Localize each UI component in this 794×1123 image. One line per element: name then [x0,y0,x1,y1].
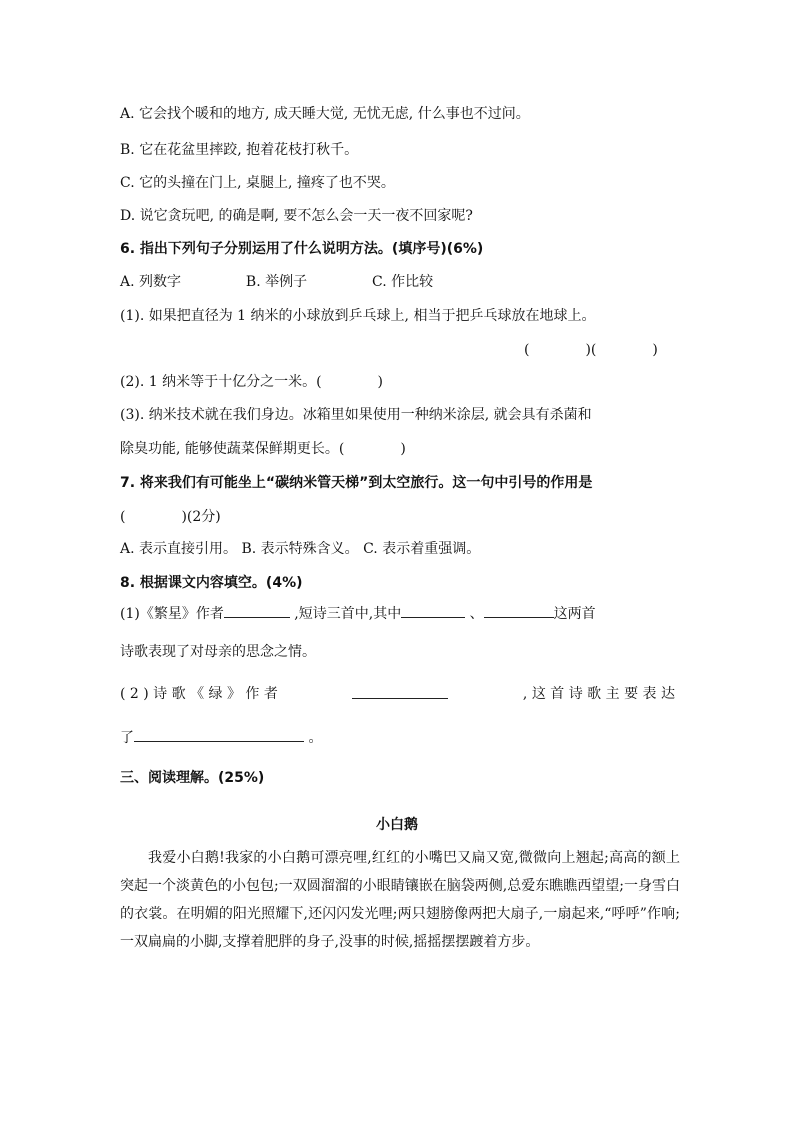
q6-sentence-3b: 除臭功能, 能够使蔬菜保鲜期更长。( ) [120,441,406,457]
q5-option-c: C. 它的头撞在门上, 桌腿上, 撞疼了也不哭。 [120,175,395,191]
q8-part1-sep: 、 [469,606,484,622]
q8-title: 8. 根据课文内容填空。(4%) [120,575,303,591]
poem-blank-1[interactable] [401,603,465,618]
q6-sentence-2: (2). 1 纳米等于十亿分之一米。( ) [120,374,384,390]
q5-option-b: B. 它在花盆里摔跤, 抱着花枝打秋千。 [120,142,359,158]
q8-part2-le: 了 [120,730,134,746]
expression-blank[interactable] [134,727,304,742]
q7-answer[interactable]: ( )(2分) [120,509,221,525]
q8-part2-line2 [120,727,322,748]
q6-sentence-1-answer[interactable]: ( )( ) [524,342,658,358]
q8-part1-line2: 诗歌表现了对母亲的思念之情。 [120,644,316,660]
q7-title: 7. 将来我们有可能坐上“碳纳米管天梯”到太空旅行。这一句中引号的作用是 [120,475,593,491]
section-3-heading: 三、阅读理解。(25%) [120,770,265,786]
method-c: C. 作比较 [372,274,434,290]
q8-part2-rest: , 这 首 诗 歌 主 要 表 达 [522,686,675,702]
q8-part1-end: 这两首 [553,606,596,622]
q8-part2-period: 。 [308,730,323,746]
method-b: B. 举例子 [245,274,308,290]
q8-part1-mid: ,短诗三首中,其中 [294,606,402,622]
q6-sentence-3a: (3). 纳米技术就在我们身边。冰箱里如果使用一种纳米涂层, 就会具有杀菌和 [120,407,592,423]
method-a: A. 列数字 [120,274,182,290]
q7-options: A. 表示直接引用。 B. 表示特殊含义。 C. 表示着重强调。 [120,541,481,557]
passage-text: 我爱小白鹅!我家的小白鹅可漂亮哩,红红的小嘴巴又扁又宽,微微向上翘起;高高的额上突起一个淡黄色的小包包;一双圆溜溜的小眼睛镶嵌在脑袋两侧,总爱东瞧瞧西望望;一身雪白的衣裳。在明媚的阳光照耀下,还闪闪发光哩;两只翅膀像两把大扇子,一扇起来,“呼呼”作响;一双扁扁的小脚,支撑着肥胖的身子,没事的时候,摇摇摆摆踱着方步。 [120,850,680,950]
q6-methods [120,272,433,292]
q8-part1-author-label: (1)《繁星》作者 [120,606,224,622]
q5-option-d: D. 说它贪玩吧, 的确是啊, 要不怎么会一天一夜不回家呢? [120,208,473,224]
poem-blank-2[interactable] [484,603,554,618]
q8-part2 [120,684,675,704]
q6-sentence-1: (1). 如果把直径为 1 纳米的小球放到乒乓球上, 相当于把乒乓球放在地球上。 [120,308,596,324]
author-blank[interactable] [224,603,290,618]
green-author-blank[interactable] [352,684,448,699]
passage-title: 小白鹅 [376,817,418,833]
q5-option-a: A. 它会找个暖和的地方, 成天睡大觉, 无忧无虑, 什么事也不过问。 [120,106,530,122]
q8-part2-label: ( 2 ) 诗 歌 《 绿 》 作 者 [120,686,278,702]
q6-title: 6. 指出下列句子分别运用了什么说明方法。(填序号)(6%) [120,241,484,257]
q8-part1 [120,603,596,624]
